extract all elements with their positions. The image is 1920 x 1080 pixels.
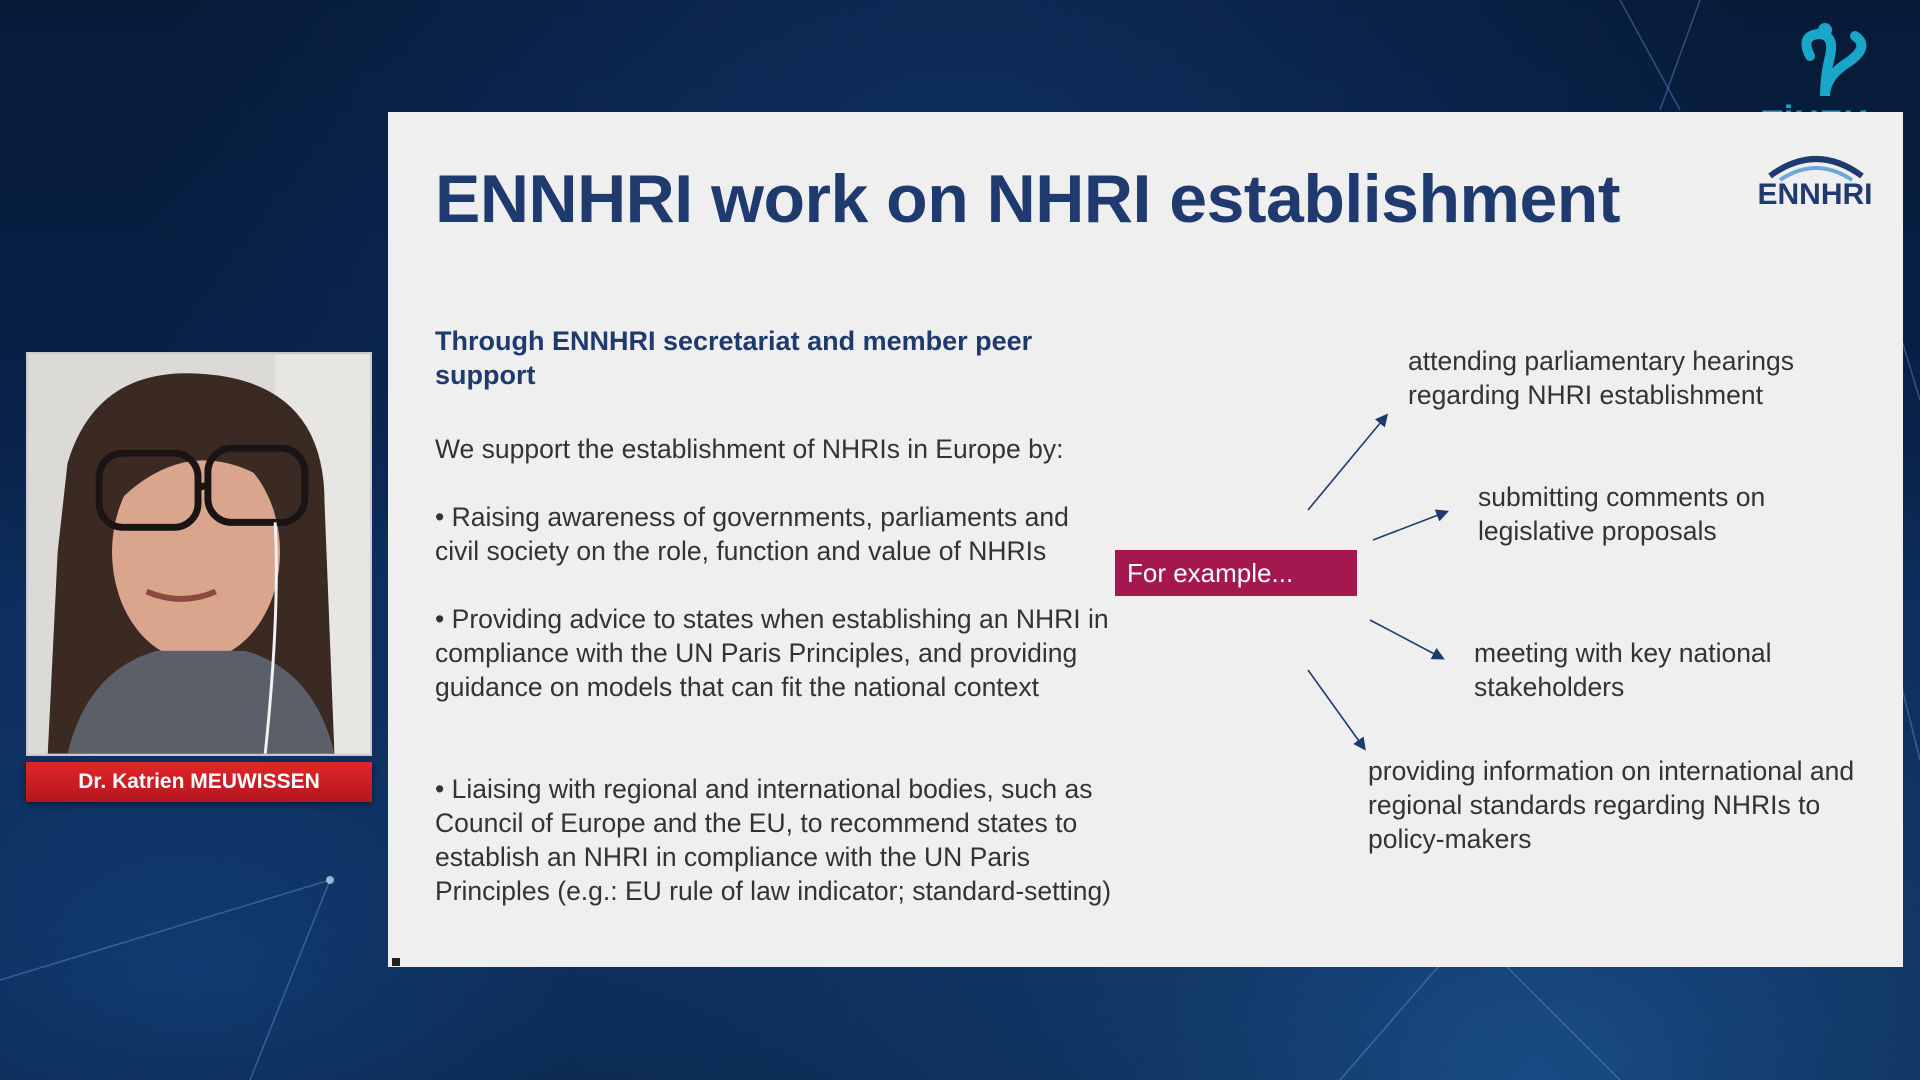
arrow-to-example-1	[1308, 416, 1386, 510]
webcam-video	[26, 352, 372, 756]
example-item: meeting with key national stakeholders	[1474, 638, 1772, 702]
ennhri-logo	[1750, 146, 1880, 226]
example-item: providing information on international and regional standards regarding NHRIs to policy-makers	[1368, 756, 1855, 854]
slide-title: ENNHRI work on NHRI establishment	[435, 161, 1620, 237]
slide-subheading: Through ENNHRI secretariat and member peer support	[435, 326, 1033, 390]
presenter-portrait	[28, 354, 370, 754]
for-example-label: For example...	[1127, 557, 1294, 588]
example-item: attending parliamentary hearings regarding NHRI establishment	[1408, 346, 1794, 410]
presenter-name: Dr. Katrien MEUWISSEN	[78, 770, 320, 793]
bullet-item: • Providing advice to states when establishing an NHRI in compliance with the UN Paris Principles, and providing guidance on models that can fit the national context	[435, 604, 1109, 702]
bullet-item: • Liaising with regional and international bodies, such as Council of Europe and the EU, to recommend states to establish an NHRI in compliance with the UN Paris Principles (e.g.: EU rule of law indicator; standard-setting)	[435, 774, 1112, 906]
presentation-slide	[388, 112, 1903, 967]
example-item: submitting comments on legislative proposals	[1478, 482, 1766, 546]
ennhri-logo-text: ENNHRI	[1757, 178, 1873, 211]
bullet-item: • Raising awareness of governments, parliaments and civil society on the role, function and value of NHRIs	[435, 502, 1069, 566]
arrow-to-example-3	[1370, 620, 1442, 658]
slide-corner-marker	[392, 958, 400, 966]
ennhri-arc-icon	[1764, 146, 1868, 182]
arrow-to-example-2	[1373, 512, 1446, 540]
arrow-to-example-4	[1308, 670, 1364, 748]
for-example-label-box	[1115, 550, 1357, 596]
slide-intro-text: We support the establishment of NHRIs in Europe by:	[435, 434, 1064, 464]
presenter-name-plate	[26, 762, 372, 802]
